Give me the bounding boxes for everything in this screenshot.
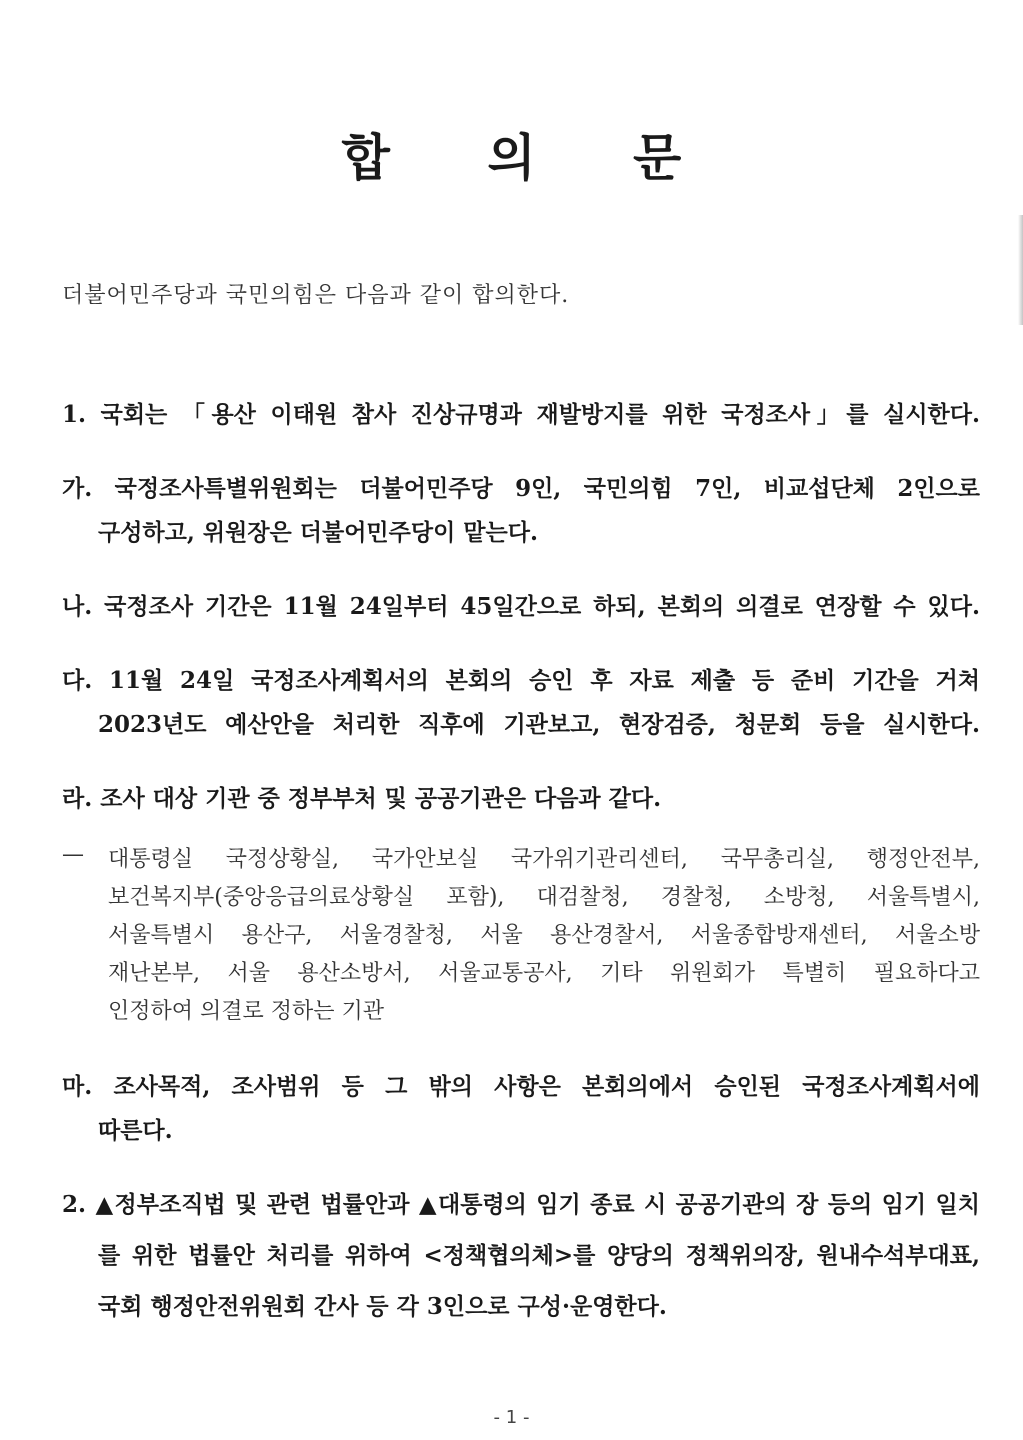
item-ma-line-1: 마. 조사목적, 조사범위 등 그 밖의 사항은 본회의에서 승인된 국정조사계획서에 [62,1073,980,1100]
page-number: - 1 - [493,1407,530,1428]
item-ma-line-2: 따른다. [98,1117,173,1144]
item-ga-line-1: 가. 국정조사특별위원회는 더불어민주당 9인, 국민의힘 7인, 비교섭단체 2인으로 [62,475,980,502]
list-dash: — [62,842,84,867]
item-ra-line-1: 라. 조사 대상 기관 중 정부부처 및 공공기관은 다음과 같다. [62,785,662,812]
item-na-line-1: 나. 국정조사 기간은 11월 24일부터 45일간으로 하되, 본회의 의결로 연장할 수 있다. [62,593,980,620]
agency-list-line-2: 보건복지부(중앙응급의료상황실 포함), 대검찰청, 경찰청, 소방청, 서울특별시, [108,885,980,910]
item-da-line-2: 2023년도 예산안을 처리한 직후에 기관보고, 현장검증, 청문회 등을 실시한다. [98,711,980,738]
agency-list-line-5: 인정하여 의결로 정하는 기관 [108,999,385,1024]
agency-list-line-1: 대통령실 국정상황실, 국가안보실 국가위기관리센터, 국무총리실, 행정안전부, [108,847,980,872]
item-ga-line-2: 구성하고, 위원장은 더불어민주당이 맡는다. [98,519,538,546]
item-da-line-1: 다. 11월 24일 국정조사계획서의 본회의 승인 후 자료 제출 등 준비 기간을 거쳐 [62,667,980,694]
item-2-line-3: 국회 행정안전위원회 간사 등 각 3인으로 구성·운영한다. [98,1293,667,1320]
item-2-line-1: 2. ▲정부조직법 및 관련 법률안과 ▲대통령의 임기 종료 시 공공기관의 장 등의 임기 일치 [62,1191,980,1218]
item-1-line-1: 1. 국회는 「용산 이태원 참사 진상규명과 재발방지를 위한 국정조사」를 실시한다. [62,401,980,428]
intro-text: 더불어민주당과 국민의힘은 다음과 같이 합의한다. [62,283,570,308]
agency-list-line-4: 재난본부, 서울 용산소방서, 서울교통공사, 기타 위원회가 특별히 필요하다고 [108,961,980,986]
document-title: 합 의 문 [341,129,722,187]
scan-edge-shadow [1018,215,1023,325]
agency-list-line-3: 서울특별시 용산구, 서울경찰청, 서울 용산경찰서, 서울종합방재센터, 서울소방 [108,923,980,948]
item-2-line-2: 를 위한 법률안 처리를 위하여 <정책협의체>를 양당의 정책위의장, 원내수석부대표, [98,1242,980,1269]
